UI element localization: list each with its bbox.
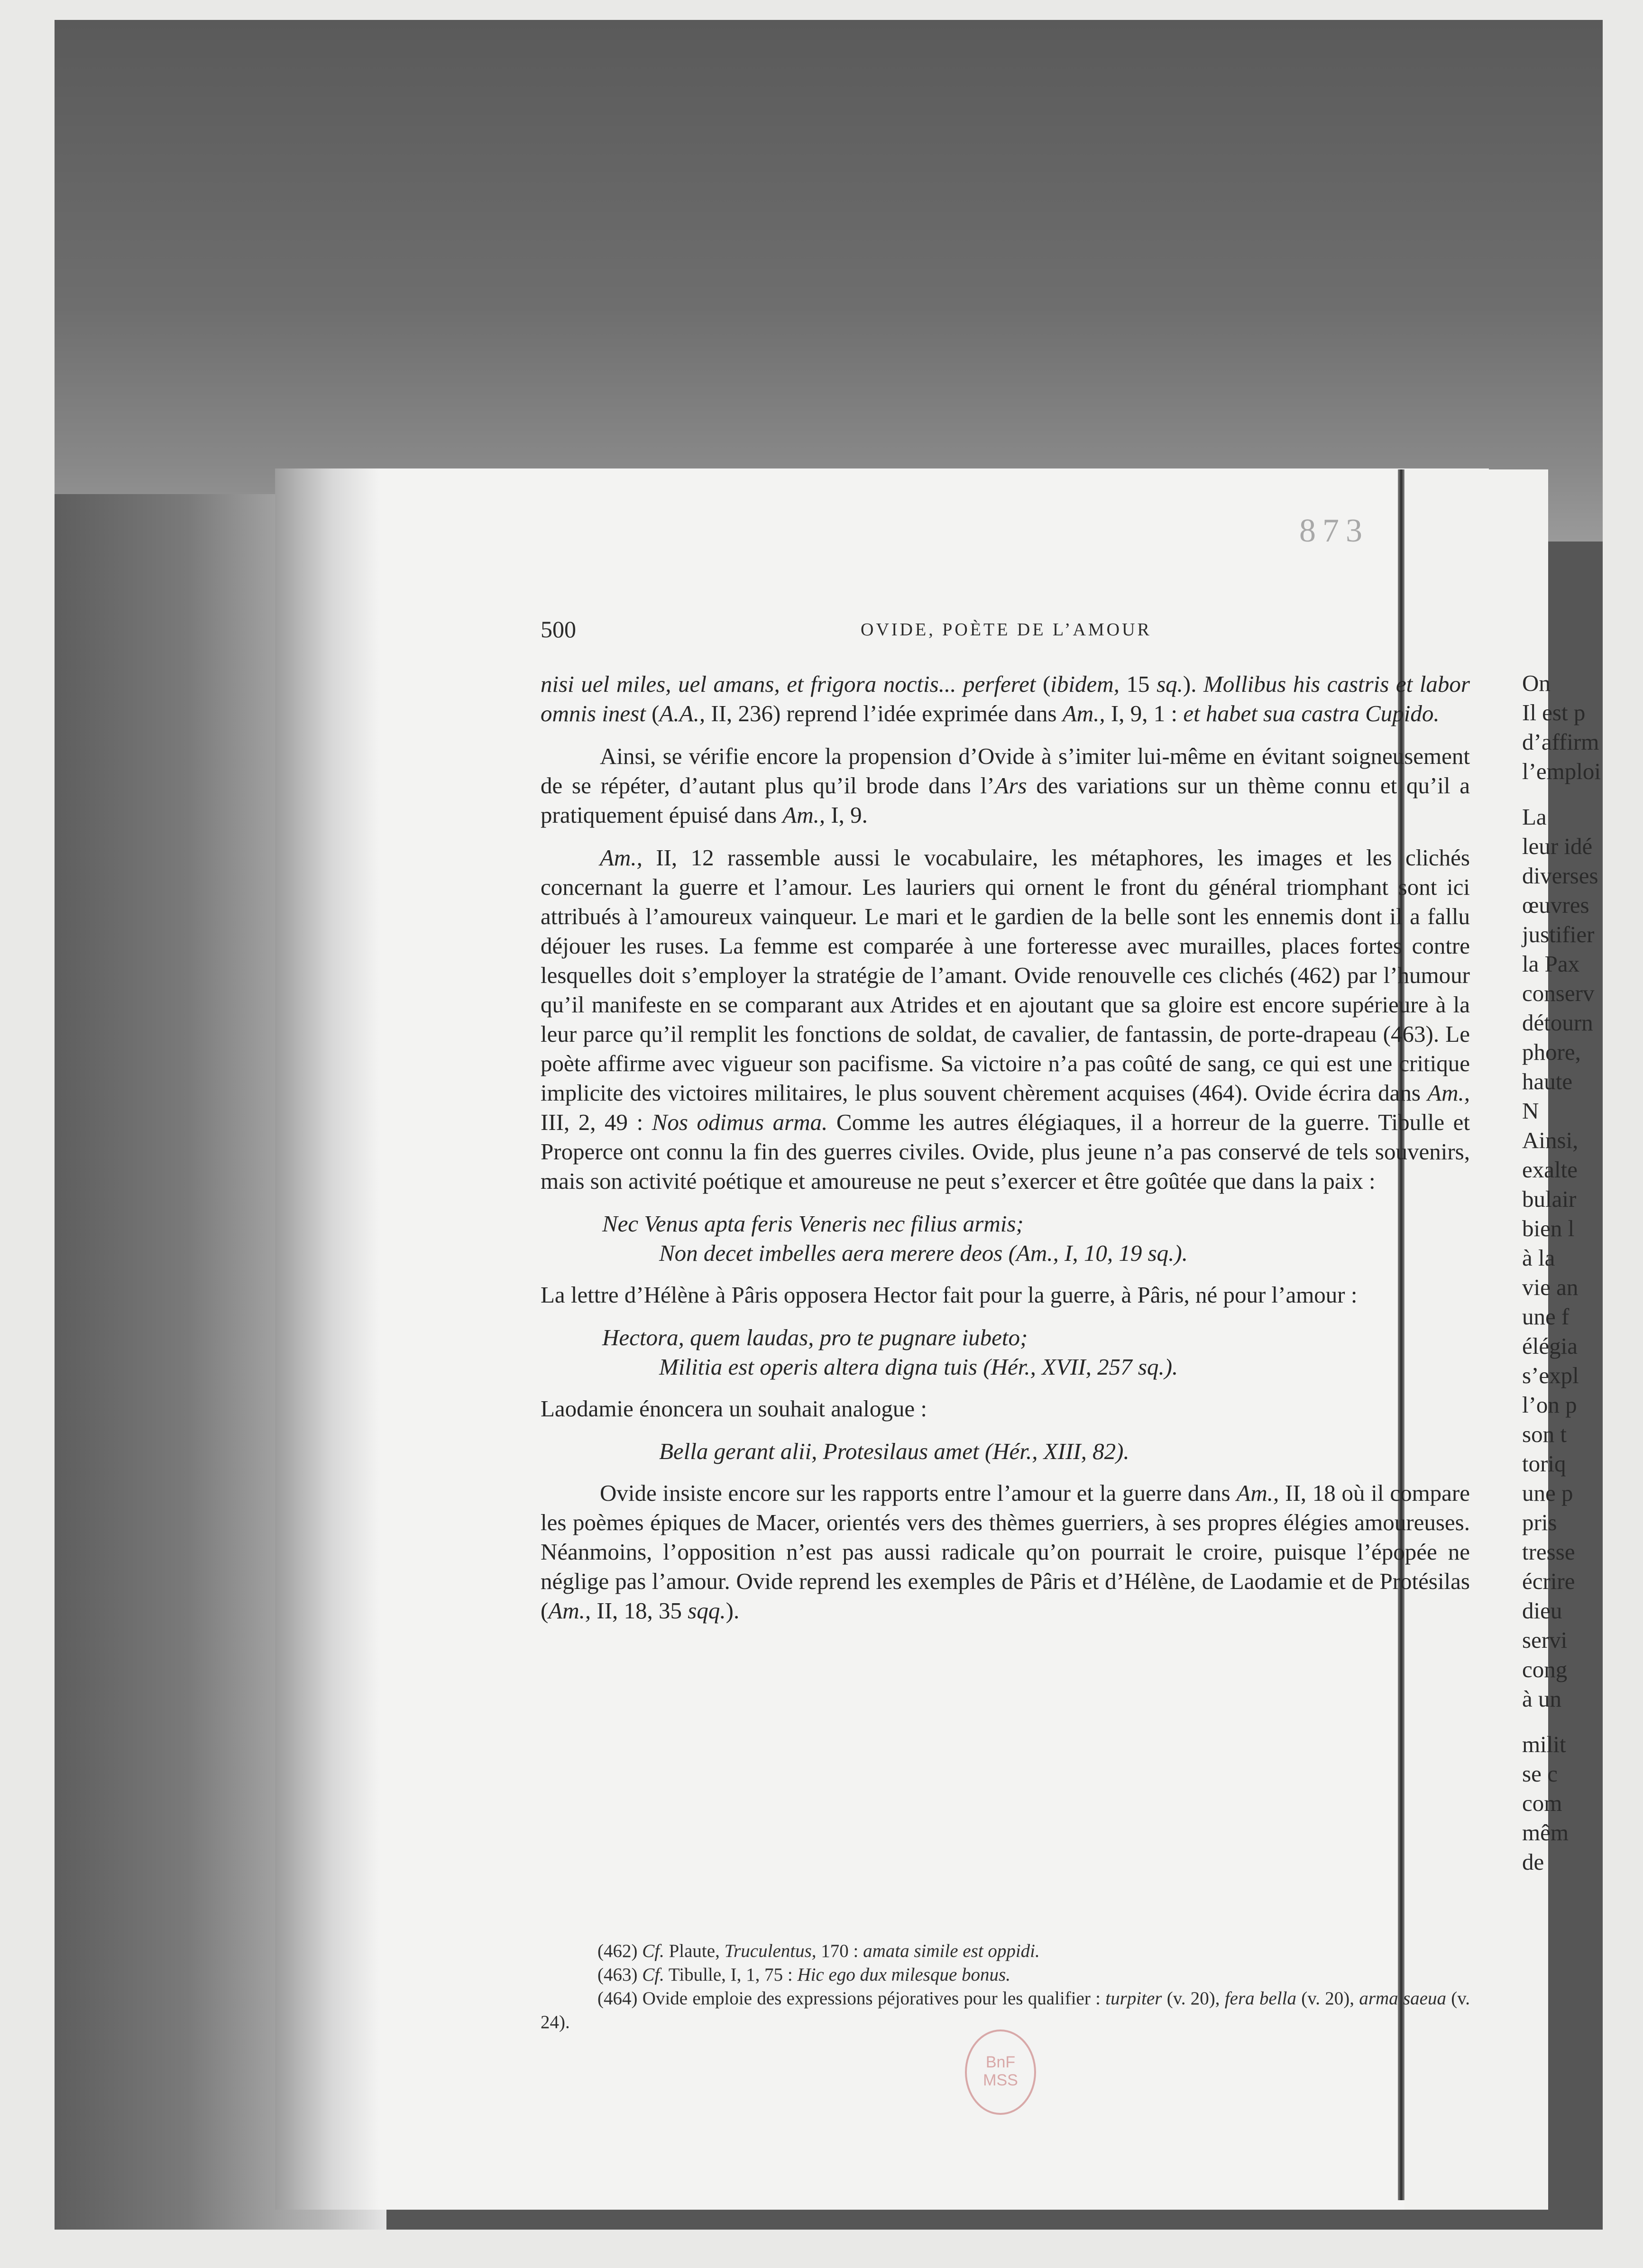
- facing-line: La: [1522, 804, 1547, 830]
- facing-line: l’emploi: [1522, 758, 1601, 784]
- verse-quote-1: [541, 1209, 1470, 1268]
- facing-line: toriq: [1522, 1451, 1566, 1477]
- italic-run: ibidem,: [1050, 671, 1120, 697]
- text-run: II, 18, 35: [591, 1598, 688, 1624]
- facing-line: œuvres: [1522, 892, 1589, 918]
- text-run: (: [1036, 671, 1051, 697]
- verse-line: [541, 1437, 1470, 1466]
- italic-run: Bella gerant alii, Protesilaus amet: [659, 1438, 979, 1464]
- text-run: 170 :: [816, 1941, 863, 1961]
- italic-run: et habet sua castra Cupido.: [1183, 700, 1440, 726]
- italic-run: arma saeua: [1359, 1988, 1446, 2009]
- facing-line: exalte: [1522, 1157, 1578, 1183]
- italic-run: Am.,: [1016, 1240, 1059, 1266]
- text-run: (v. 20),: [1296, 1988, 1359, 2009]
- text-run: (462): [597, 1941, 643, 1961]
- text-run: (v. 20),: [1162, 1988, 1225, 2009]
- italic-run: Hér.,: [992, 1438, 1038, 1464]
- verse-line: [541, 1239, 1470, 1268]
- facing-line: Ainsi,: [1522, 1127, 1579, 1153]
- facing-line: pris: [1522, 1509, 1557, 1535]
- italic-run: Mollibus his castris et labor omnis inest: [541, 671, 1470, 726]
- text-run: (: [977, 1354, 991, 1380]
- italic-run: Hic ego dux milesque bonus.: [797, 1965, 1010, 1985]
- facing-line: haute: [1522, 1068, 1573, 1094]
- running-header: [541, 602, 1451, 650]
- facing-line: une f: [1522, 1304, 1570, 1330]
- text-run: Ainsi, se vérifie encore la propension d’Ovide à s’imiter lui-même en évitant soigneusement de se répéter, d’autant plus qu’il brode dans l’: [541, 743, 1470, 799]
- facing-line: tresse: [1522, 1539, 1575, 1565]
- italic-run: turpiter: [1105, 1988, 1162, 2009]
- footnotes: [541, 1939, 1470, 2034]
- text-run: 15: [1119, 671, 1157, 697]
- text-run: XVII, 257: [1036, 1354, 1138, 1380]
- verse-line: Nec Venus apta feris Veneris nec filius armis;: [602, 1211, 1024, 1237]
- paragraph-4: La lettre d’Hélène à Pâris opposera Hector fait pour la guerre, à Pâris, né pour l’amour :: [541, 1282, 1358, 1308]
- facing-line: son t: [1522, 1421, 1567, 1447]
- facing-line: l’on p: [1522, 1392, 1577, 1418]
- verse-line: Hectora, quem laudas, pro te pugnare iubeto;: [602, 1324, 1028, 1350]
- page-number: 500: [541, 616, 576, 643]
- facing-line: se c: [1522, 1761, 1558, 1787]
- facing-line: mêm: [1522, 1819, 1569, 1846]
- facing-line: [1522, 1714, 1643, 1730]
- facing-line: phore,: [1522, 1039, 1581, 1065]
- facing-line: milit: [1522, 1731, 1566, 1757]
- italic-run: nisi uel miles, uel amans, et frigora noctis... perferet: [541, 671, 1036, 697]
- facing-line: justifier: [1522, 921, 1595, 947]
- footnote-462: [541, 1939, 1470, 1963]
- italic-run: Am.,: [782, 802, 826, 828]
- italic-run: sq.: [1157, 671, 1183, 697]
- facing-line: d’affirm: [1522, 729, 1599, 755]
- text-run: II, 18 où il compare les poèmes épiques de Macer, orientés vers des thèmes guerriers, à ses propres élégies amoureuses. Néanmoins, l’opposition n’est pas aussi radicale qu’on pourrait le croire, puisque l’épopée ne néglige pas l’amour. Ovide reprend les exemples de Pâris et d’Hélène, de Laodamie et de Protésilas (: [541, 1480, 1470, 1624]
- facing-line: diverses: [1522, 863, 1598, 889]
- text-run: I, 10, 19: [1058, 1240, 1148, 1266]
- facing-line: détourn: [1522, 1010, 1593, 1036]
- facing-line: à la: [1522, 1245, 1555, 1271]
- facing-line: dieu: [1522, 1598, 1562, 1624]
- paragraph-6: [541, 1478, 1470, 1625]
- italic-run: Nos odimus arma.: [652, 1109, 828, 1135]
- italic-run: sqq.: [688, 1598, 726, 1624]
- facing-line: s’expl: [1522, 1362, 1579, 1388]
- italic-run: A.A.,: [659, 700, 706, 726]
- facing-line: élégia: [1522, 1333, 1578, 1359]
- text-run: Tibulle, I, 1, 75 :: [664, 1965, 798, 1985]
- facing-line: vie an: [1522, 1274, 1579, 1300]
- footnote-464: [541, 1987, 1470, 2034]
- text-run: I, 9, 1 :: [1105, 700, 1184, 726]
- italic-run: Am.,: [1427, 1080, 1470, 1106]
- facing-line: une p: [1522, 1480, 1573, 1506]
- main-text: [541, 670, 1470, 1639]
- library-number: 873: [1299, 513, 1369, 549]
- italic-run: sq.: [1138, 1354, 1165, 1380]
- facing-line: la Pax: [1522, 951, 1580, 977]
- italic-run: Truculentus,: [724, 1941, 817, 1961]
- italic-run: amata simile est oppidi.: [863, 1941, 1040, 1961]
- facing-line: Il est p: [1522, 699, 1586, 725]
- text-run: XIII, 82).: [1037, 1438, 1129, 1464]
- italic-run: fera bella: [1224, 1988, 1296, 2009]
- paragraph-5: Laodamie énoncera un souhait analogue :: [541, 1396, 927, 1422]
- italic-run: Am.,: [1062, 700, 1105, 726]
- text-run: ).: [725, 1598, 740, 1624]
- text-run: Ovide insiste encore sur les rapports entre l’amour et la guerre dans: [600, 1480, 1237, 1506]
- text-run: ).: [1174, 1240, 1188, 1266]
- page-edge-shadow: [275, 468, 379, 2210]
- text-run: III, 2, 49 :: [541, 1109, 652, 1135]
- italic-run: sq.: [1147, 1240, 1175, 1266]
- stamp-line: MSS: [983, 2071, 1018, 2089]
- italic-run: Hér.,: [991, 1354, 1036, 1380]
- verse-line: [541, 1352, 1470, 1382]
- text-run: ).: [1183, 671, 1204, 697]
- facing-line: leur idé: [1522, 833, 1593, 859]
- paragraph-3: [541, 843, 1470, 1196]
- facing-line: écrire: [1522, 1568, 1575, 1594]
- italic-run: Am.,: [548, 1598, 591, 1624]
- facing-page-text: [1522, 669, 1643, 1877]
- text-run: ).: [1164, 1354, 1178, 1380]
- stamp-line: BnF: [985, 2053, 1016, 2071]
- text-run: (v. 24).: [541, 1988, 1470, 2032]
- italic-run: Militia est operis altera digna tuis: [659, 1354, 978, 1380]
- text-run: II, 236) reprend l’idée exprimée dans: [705, 700, 1063, 726]
- footnote-463: [541, 1963, 1470, 1987]
- paragraph-2: [541, 742, 1470, 830]
- italic-run: Cf.: [642, 1965, 664, 1985]
- facing-line: bulair: [1522, 1186, 1577, 1212]
- text-run: Comme les autres élégiaques, il a horreur de la guerre. Tibulle et Properce ont connu la fin des guerres civiles. Ovide, plus jeune n’a pas conservé de tels souvenirs, mais son activité poétique et amoureuse ne peut s’exercer et être goûtée que dans la paix :: [541, 1109, 1470, 1194]
- italic-run: Non decet imbelles aera merere deos: [659, 1240, 1003, 1266]
- text-run: (: [645, 700, 660, 726]
- verse-quote-3: [541, 1437, 1470, 1466]
- top-shadow: [55, 20, 1603, 542]
- paragraph-1: [541, 670, 1470, 728]
- facing-line: servi: [1522, 1627, 1568, 1653]
- facing-line: à un: [1522, 1686, 1561, 1712]
- facing-line: conserv: [1522, 980, 1595, 1006]
- facing-line: N: [1522, 1098, 1539, 1124]
- text-run: (464) Ovide emploie des expressions péjoratives pour les qualifier :: [597, 1988, 1106, 2009]
- text-run: Plaute,: [664, 1941, 725, 1961]
- text-run: (: [979, 1438, 993, 1464]
- facing-line: cong: [1522, 1656, 1568, 1682]
- verse-quote-2: [541, 1323, 1470, 1382]
- italic-run: Am.,: [1236, 1480, 1279, 1506]
- running-title: OVIDE, POÈTE DE L’AMOUR: [861, 620, 1152, 640]
- text-run: II, 12 rassemble aussi le vocabulaire, les métaphores, les images et les clichés concernant la guerre et l’amour. Les lauriers qui ornent le front du général triomphant sont ici attribués à l’amoureux vainqueur. Le mari et le gardien de la belle sont les ennemis dont il a fallu déjouer les ruses. La femme est comparée à une forteresse avec murailles, places fortes contre lesquelles doit s’employer la stratégie de l’amant. Ovide renouvelle ces clichés (462) par l’humour qu’il manifeste en se comparant aux Atrides et en ajoutant que sa gloire est encore supérieure à la leur parce qu’il remplit les fonctions de soldat, de cavalier, de fantassin, de porte-drapeau (463). Le poète affirme avec vigueur son pacifisme. Sa victoire n’a pas coûté de sang, ce qui est une critique implicite des victoires militaires, le plus souvent chèrement acquises (464). Ovide écrira dans: [541, 845, 1470, 1106]
- facing-line: bien l: [1522, 1215, 1575, 1241]
- facing-line: [1522, 786, 1643, 802]
- library-stamp: [965, 2029, 1036, 2115]
- facing-line: de: [1522, 1849, 1544, 1875]
- facing-line: com: [1522, 1790, 1562, 1816]
- facing-line: On: [1522, 670, 1551, 696]
- text-run: I, 9.: [825, 802, 868, 828]
- italic-run: Am.,: [600, 845, 643, 871]
- text-run: (463): [597, 1965, 643, 1985]
- italic-run: Cf.: [642, 1941, 664, 1961]
- text-run: (: [1002, 1240, 1016, 1266]
- text-run: des variations sur un thème connu et qu’il a pratiquement épuisé dans: [541, 772, 1470, 828]
- italic-run: Ars: [994, 772, 1027, 799]
